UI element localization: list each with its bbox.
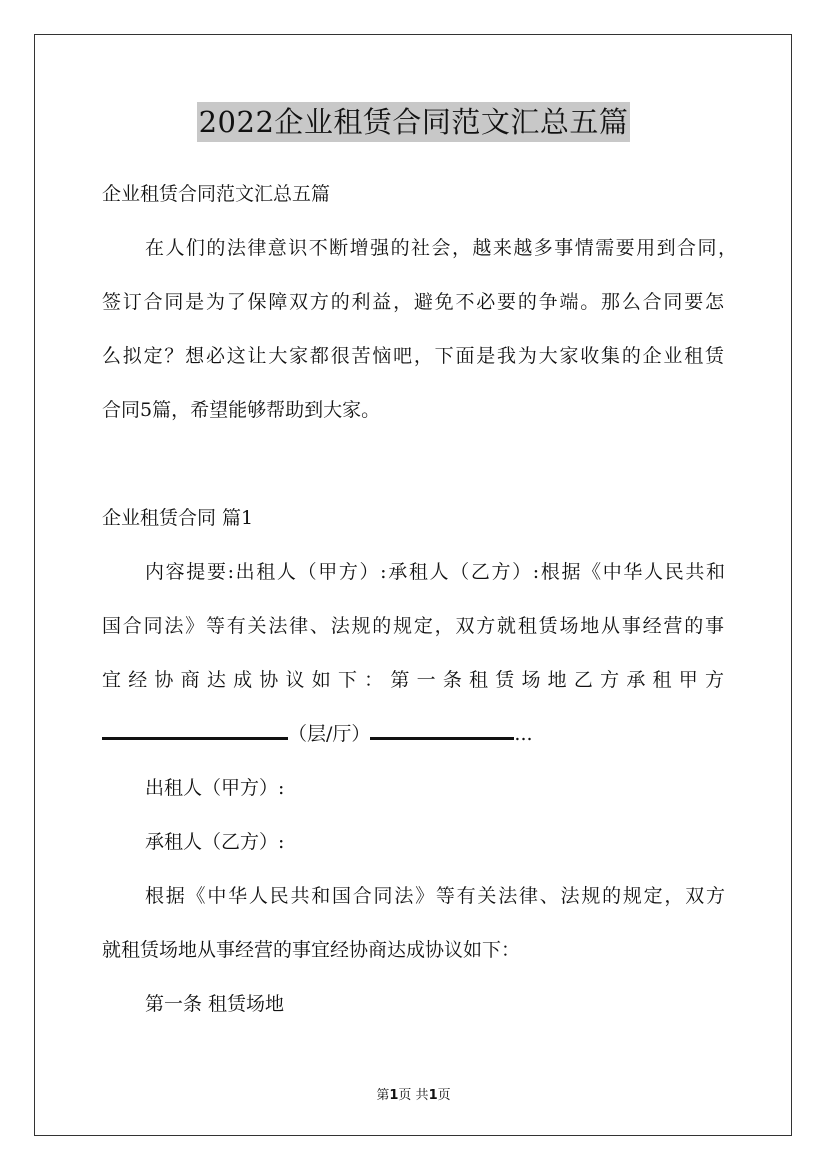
intro-line-3: 么拟定？想必这让大家都很苦恼吧，下面是我为大家收集的企业租赁: [102, 345, 724, 367]
summary-line-3: 宜经协商达成协议如下：第一条租赁场地乙方承租甲方: [102, 669, 724, 691]
footer-page-total: 1: [428, 1088, 438, 1103]
lessor-label: 出租人（甲方）:: [145, 777, 285, 799]
footer-mid: 页 共: [398, 1088, 429, 1103]
floor-label: （层/厅）: [288, 723, 371, 745]
basis-line-1: 根据《中华人民共和国合同法》等有关法律、法规的规定，双方: [145, 885, 725, 907]
basis-line-2: 就租赁场地从事经营的事宜经协商达成协议如下：: [102, 939, 521, 961]
blank-underline-1: [102, 723, 288, 740]
blank-fill-line: [102, 722, 533, 746]
footer-prefix: 第: [376, 1088, 390, 1103]
intro-line-1: 在人们的法律意识不断增强的社会，越来越多事情需要用到合同，: [145, 237, 737, 259]
summary-line-1: 内容提要:出租人（甲方）:承租人（乙方）:根据《中华人民共和: [145, 561, 725, 583]
footer-suffix: 页: [437, 1088, 451, 1103]
document-title: 2022企业租赁合同范文汇总五篇: [197, 102, 631, 142]
title-container: [0, 102, 827, 142]
section-heading: 企业租赁合同 篇1: [102, 507, 254, 529]
lessee-label: 承租人（乙方）:: [145, 831, 285, 853]
ellipsis: ...: [514, 723, 533, 745]
article-1-heading: 第一条 租赁场地: [145, 993, 285, 1015]
intro-line-4: 合同5篇，希望能够帮助到大家。: [102, 399, 381, 421]
blank-underline-2: [370, 723, 514, 740]
intro-line-2: 签订合同是为了保障双方的利益，避免不必要的争端。那么合同要怎: [102, 291, 724, 313]
summary-line-2: 国合同法》等有关法律、法规的规定，双方就租赁场地从事经营的事: [102, 615, 724, 637]
footer-page-number: 1: [389, 1088, 399, 1103]
document-subtitle: 企业租赁合同范文汇总五篇: [102, 183, 331, 205]
page-footer: [0, 1084, 827, 1103]
